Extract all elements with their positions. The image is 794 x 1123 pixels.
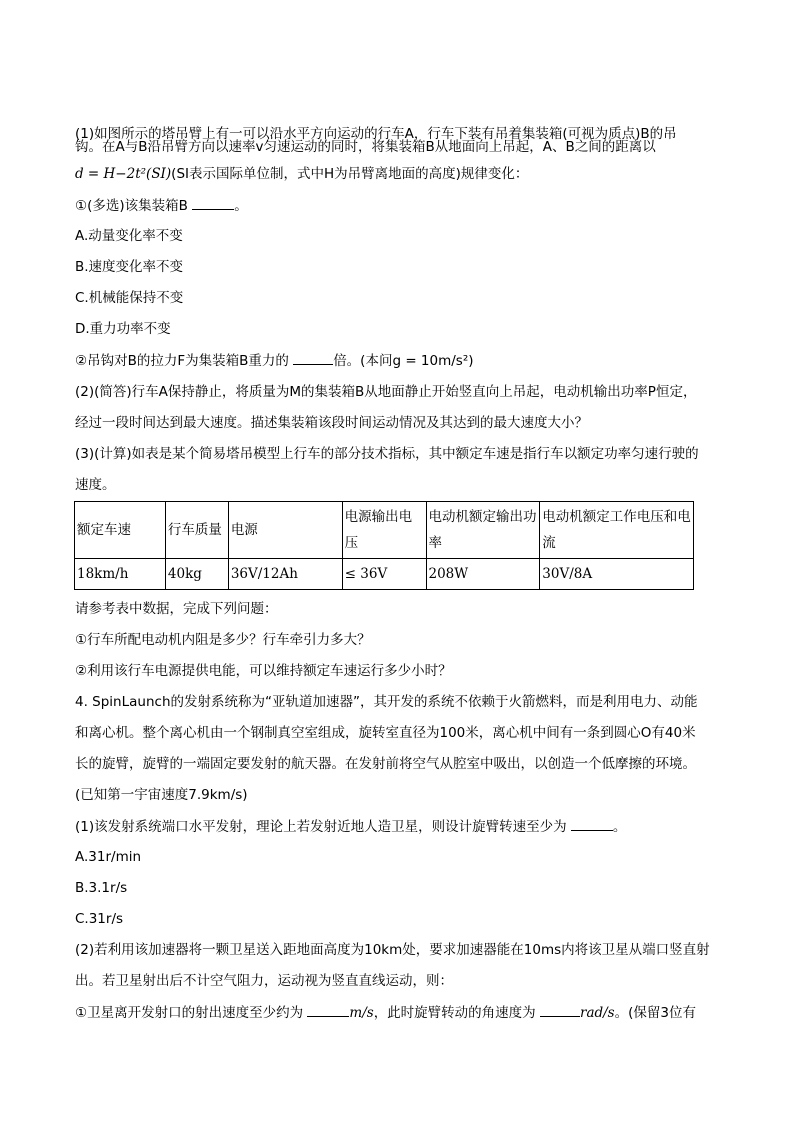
q4-option-a: A.31r/min [75,849,142,865]
answer-blank[interactable] [192,195,234,210]
q4-part2-sub1 [75,1002,696,1023]
table-cell: 208W [426,559,540,590]
formula-note: (SI表示国际单位制，式中H为吊臂离地面的高度)规律变化： [171,166,529,182]
table-header-cell: 电源 [228,502,342,559]
answer-blank[interactable] [571,816,613,831]
q4-option-b: B.3.1r/s [75,880,128,896]
q3-sub2 [75,350,474,371]
q4-part2-line2: 出。若卫星射出后不计空气阻力，运动视为竖直直线运动，则： [75,973,453,989]
q3-part3-line2: 速度。 [75,477,116,493]
q4-sub1-end: 。(保留3位有 [614,1005,696,1021]
q3-part1-line1: (1)如图所示的塔吊臂上有一可以沿水平方向运动的行车A，行车下装有吊着集装箱(可视为质点)B的吊 [75,126,677,142]
table-header-cell: 额定车速 [75,502,166,559]
q4-line4: (已知第一宇宙速度7.9km/s) [75,787,248,803]
sub1-text: ①(多选)该集装箱B [75,198,188,214]
unit-velocity: m/s [349,1005,374,1021]
q4-sub1-text: ①卫星离开发射口的射出速度至少约为 [75,1005,304,1021]
table-instruction: 请参考表中数据，完成下列问题： [75,601,278,617]
table-header-cell: 电动机额定输出功率 [426,502,540,559]
table-cell: ≤ 36V [342,559,426,590]
q4-line2: 和离心机。整个离心机由一个钢制真空室组成，旋转室直径为100米，离心机中间有一条到圆心O有40米 [75,725,696,741]
q4-part2-line1: (2)若利用该加速器将一颗卫星送入距地面高度为10km处，要求加速器能在10ms内将该卫星从端口竖直射 [75,942,710,958]
q3-part2-line2: 经过一段时间达到最大速度。描述集装箱该段时间运动情况及其达到的最大速度大小？ [75,415,588,431]
unit-angular: rad/s [579,1005,615,1021]
sub1-end: 。 [234,198,248,214]
option-d: D.重力功率不变 [75,321,171,337]
distance-formula: d = H−2t²(SI) [75,166,172,182]
q3-part1-line3 [75,164,528,184]
q4-part1-end: 。 [612,819,627,835]
table-header-cell: 行车质量 [165,502,228,559]
q3-part3-line1: (3)(计算)如表是某个简易塔吊模型上行车的部分技术指标，其中额定车速是指行车以额定功率匀速行驶的 [75,446,699,462]
q4-part1 [75,816,626,837]
sub2-text: ②吊钩对B的拉力F为集装箱B重力的 [75,353,289,369]
table-cell: 30V/8A [540,559,694,590]
option-c: C.机械能保持不变 [75,290,184,306]
option-a: A.动量变化率不变 [75,228,183,244]
q4-part1-text: (1)该发射系统端口水平发射，理论上若发射近地人造卫星，则设计旋臂转速至少为 [75,819,567,835]
q3-part1-line2: 钩。在A与B沿吊臂方向以速率v匀速运动的同时，将集装箱B从地面向上吊起，A、B之间的距离以 [75,139,656,155]
q3-part3-sub2: ②利用该行车电源提供电能，可以维持额定车速运行多少小时？ [75,663,452,679]
sub2-end: 倍。(本问g = 10m/s²) [333,353,474,369]
table-cell: 18km/h [75,559,166,590]
table-header-cell: 电动机额定工作电压和电流 [540,502,694,559]
table-cell: 40kg [165,559,228,590]
q4-line3: 长的旋臂，旋臂的一端固定要发射的航天器。在发射前将空气从腔室中吸出，以创造一个低摩擦的环境。 [75,756,696,772]
option-b: B.速度变化率不变 [75,259,184,275]
q3-sub1 [75,195,248,216]
table-header-cell: 电源输出电压 [342,502,426,559]
q4-option-c: C.31r/s [75,911,124,927]
table-cell: 36V/12Ah [228,559,342,590]
q3-part3-sub1: ①行车所配电动机内阻是多少？行车牵引力多大？ [75,632,371,648]
q4-sub1-mid: ，此时旋臂转动的角速度为 [373,1005,536,1021]
answer-blank[interactable] [293,350,333,365]
answer-blank[interactable] [540,1002,580,1017]
answer-blank[interactable] [307,1002,349,1017]
q4-line1: 4. SpinLaunch的发射系统称为“亚轨道加速器”，其开发的系统不依赖于火箭燃料，而是利用电力、动能 [75,694,698,710]
table-header-row [75,502,694,559]
table-row [75,559,694,590]
spec-table [74,501,694,590]
q3-part2-line1: (2)(简答)行车A保持静止，将质量为M的集装箱B从地面静止开始竖直向上吊起，电动机输出功率P恒定， [75,384,697,400]
